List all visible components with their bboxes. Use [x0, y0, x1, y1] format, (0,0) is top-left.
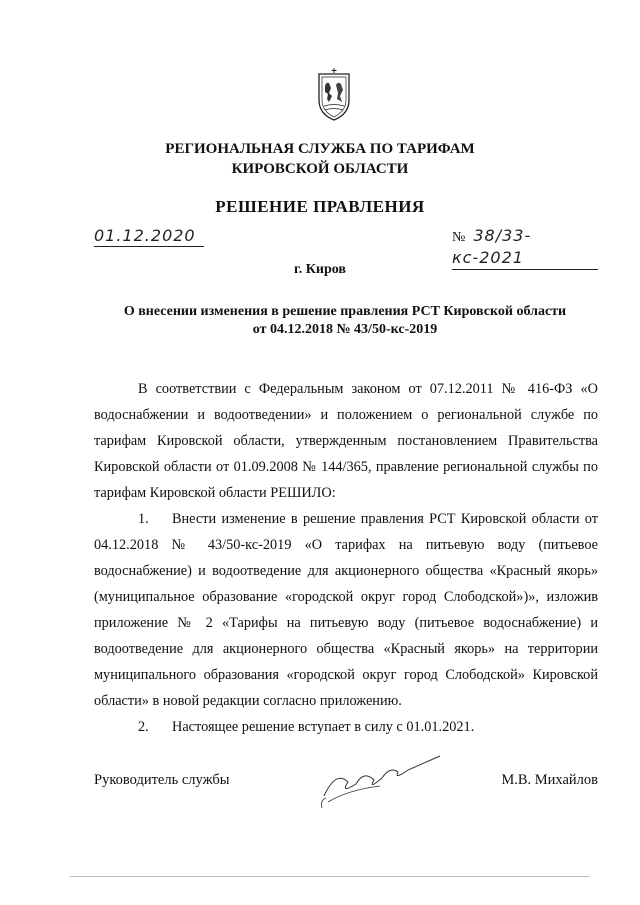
organization-name-line1: РЕГИОНАЛЬНАЯ СЛУЖБА ПО ТАРИФАМ [165, 141, 475, 157]
signatory-name: М.В. Михайлов [501, 772, 598, 788]
footer-divider [70, 876, 590, 877]
decision-date: 01.12.2020 [94, 226, 204, 247]
item-number: 2. [138, 719, 149, 735]
coat-of-arms-emblem [316, 66, 352, 122]
item-text: Внести изменение в решение правления РСТ Кировской области от 04.12.2018 № 43/50-кс-2019 «О тарифах на питьевую воду (питьевое водоснабжение) и водоотведение для акционерного общества «Красный якорь» (муниципальное образование «городской округ город Слободской»)», изложив приложение № 2 «Тарифы на питьевую воду (питьевое водоснабжение) и водоотведение для акционерного общества «Красный якорь» на территории муниципального образования «городской округ город Слободской» Кировской области» в новой редакции согласно приложению. [94, 511, 598, 709]
item-number: 1. [138, 511, 149, 527]
signatory-position: Руководитель службы [94, 772, 230, 788]
number-sign: № [452, 230, 466, 245]
organization-name-line2: КИРОВСКОЙ ОБЛАСТИ [231, 161, 409, 177]
decision-number: 38/33-кс-2021 [452, 226, 532, 267]
city-name: г. Киров [294, 262, 346, 277]
item-text: Настоящее решение вступает в силу с 01.01.2021. [172, 719, 475, 735]
preamble-paragraph: В соответствии с Федеральным законом от 07.12.2011 № 416-ФЗ «О водоснабжении и водоотведении» и положением о региональной службе по тарифам Кировской области, утвержденным постановлением Правительства Кировской области от 01.09.2008 № 144/365, правление региональной службы по тарифам Кировской области РЕШИЛО: [94, 381, 598, 501]
decision-subject: О внесении изменения в решение правления РСТ Кировской области от 04.12.2018 № 43/50-кс-2019 [123, 304, 567, 337]
document-body [94, 376, 598, 740]
document-type-title: РЕШЕНИЕ ПРАВЛЕНИЯ [215, 197, 425, 216]
handwritten-signature [318, 750, 448, 810]
list-item [94, 506, 598, 714]
list-item [94, 714, 598, 740]
